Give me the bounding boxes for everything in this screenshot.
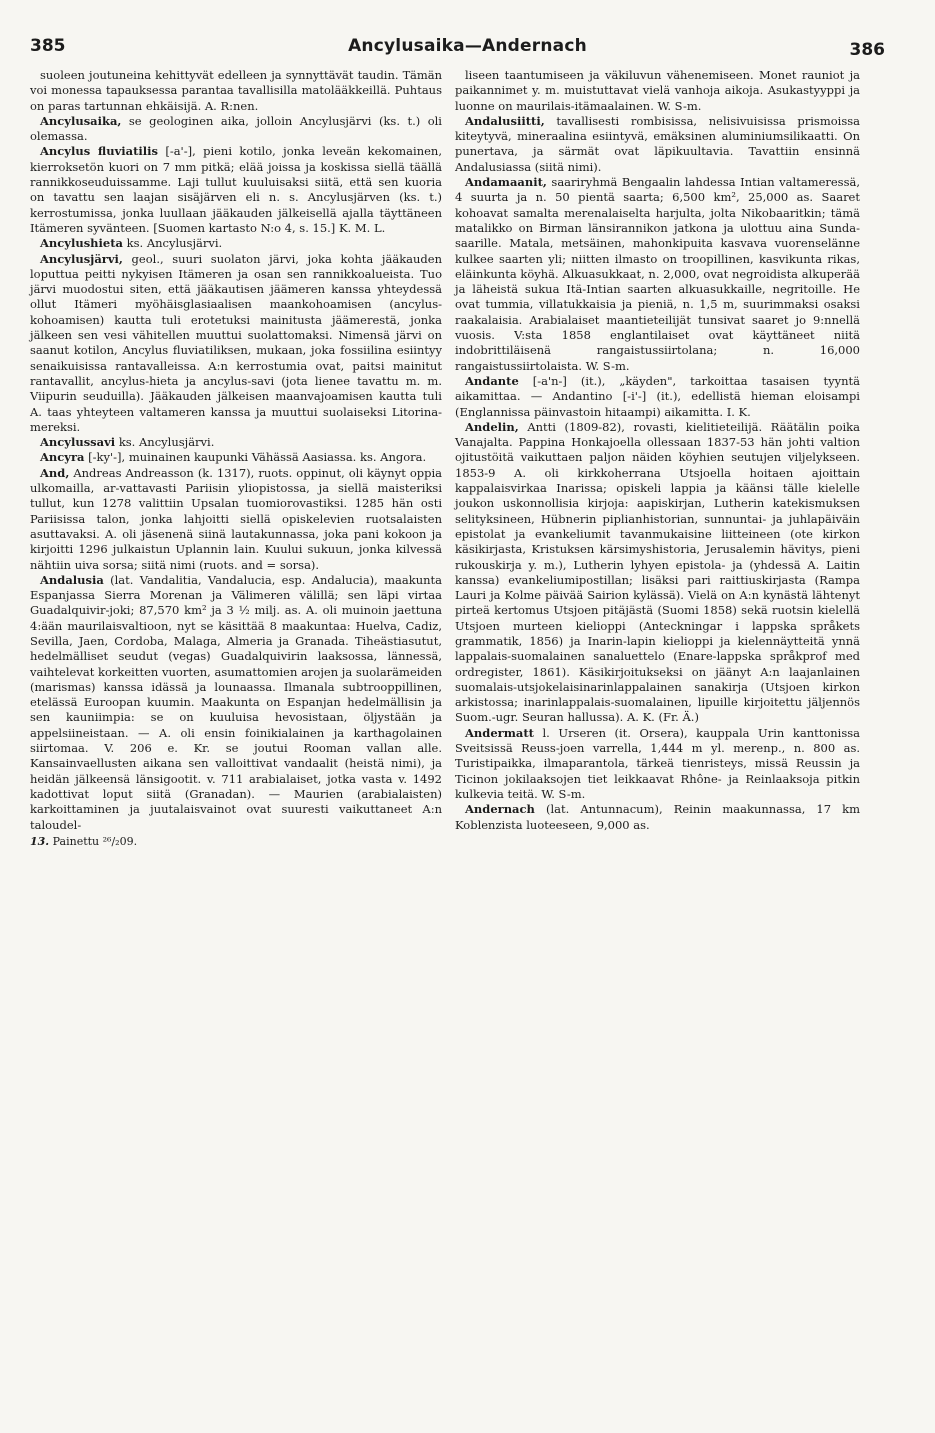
page-number-left: 385: [30, 36, 66, 56]
entry-headword: Ancylussavi: [40, 435, 116, 450]
left-column: [30, 68, 442, 849]
entry: [30, 68, 442, 114]
entry-text: geol., suuri suolaton järvi, joka kohta jääkauden loputtua peitti nykyisen Itämeren ja osan sen rannikkoalueista. Tuo järvi muodostui siten, että jääkautisen jäämeren kanssa yhteydessä ollut Itämeri myöhäisglasiaalisen maankohoamisen (ancylus-kohoamisen) kautta tuli erotetuksi mainitusta jäämerestä, jonka jälkeen sen vesi vähitellen muuttui suolattomaksi. Nimensä järvi on saanut kotilon, Ancylus fluviatiliksen, mukaan, joka fossiilina esiintyy senaikuisissa rantavalleissa. A:n kerrostumia ovat, paitsi mainitut rantavallit, ancylus-hieta ja ancylus-savi (jota lienee tavattu m. m. Viipurin seuduilla). Jääkauden jälkeisen maanvajoamisen kautta tuli A. taas yhteyteen valtameren kanssa ja muuttui suolaiseksi Litorina-mereksi.: [30, 251, 442, 434]
entry: [30, 114, 442, 145]
entry-text: l. Urseren (it. Orsera), kauppala Urin kanttonissa Sveitsissä Reuss-joen varrella, 1,444 m yl. merenp., n. 800 as. Turistipaikka, ilmaparantola, tärkeä tienristeys, missä Reussin ja Ticinon jokilaaksojen tiet leikkaavat Rhône- ja Reinlaaksoja pitkin kulkevia teitä. W. S-m.: [455, 725, 861, 801]
entry-text: se geologinen aika, jolloin Ancylusjärvi (ks. t.) oli olemassa.: [30, 113, 442, 144]
entry: [30, 466, 442, 573]
print-date: Painettu ²⁶/₂09.: [52, 834, 138, 848]
entry-text: ks. Ancylusjärvi.: [126, 236, 223, 251]
entry-headword: Ancylusaika,: [40, 113, 122, 128]
signature-mark: 13.: [30, 834, 50, 848]
entry: [30, 252, 442, 436]
entry-headword: Ancylushieta: [40, 236, 123, 251]
entry: [30, 450, 442, 465]
entry: [455, 374, 860, 420]
entry-text: liseen taantumiseen ja väkiluvun vähenemiseen. Monet rauniot ja paikannimet y. m. muistuttavat vielä vanhoja aikoja. Asukastyyppi ja luonne on maurilais-itämaalainen. W. S-m.: [455, 68, 860, 113]
entry-text: Andreas Andreasson (k. 1317), ruots. oppinut, oli käynyt oppia ulkomailla, ar-vattavasti Pariisin yliopistossa, ja siellä maisteriksi tullut, kun 1278 valittiin Upsalan tuomiorovastiksi. 1285 hän osti Pariisissa talon, jonka lahjoitti siellä opiskelevien ruotsalaisten asuttavaksi. A. oli jäsenenä siinä lautakunnassa, joka pani kokoon ja kirjoitti 1296 julkaistun Uplannin lain. Kuului sukuun, jonka kilvessä nähtiin uiva sorsa; siitä nimi (ruots. and = sorsa).: [30, 465, 443, 572]
entry-headword: Ancyra: [40, 450, 85, 465]
entry-text: [-a'-], pieni kotilo, jonka leveän kekomainen, kierroksetön kuori on 7 mm pitkä; elää joissa ja koskissa siellä täällä rannikkoseuduissamme. Laji tullut kuuluisaksi siitä, että sen kuoria on tavattu sen laajan sisäjärven eli n. s. Ancylusjärven (ks. t.) kerrostumissa, jonka luullaan jääkauden jälkeisellä ajalla täyttäneen Itämeren syvänteen. [Suomen kartasto N:o 4, s. 15.] K. M. L.: [30, 144, 442, 235]
entry-text: [-a'n-] (it.), „käyden", tarkoittaa tasaisen tyyntä aikamittaa. — Andantino [-i'-] (it.), edellistä hieman eloisampi (Englannissa päinvastoin hitaampi) aikamitta. I. K.: [455, 373, 861, 419]
entry-headword: And,: [40, 465, 70, 480]
entry: [30, 236, 442, 251]
entry-text: suoleen joutuneina kehittyvät edelleen ja synnyttävät taudin. Tämän voi monessa tapauksessa parantaa tavallisilla matolääkkeillä. Puhtaus on paras tartunnan ehkäisijä. A. R:nen.: [30, 68, 442, 113]
entry-headword: Ancylus fluviatilis: [40, 144, 158, 159]
entry-text: (lat. Antunnacum), Reinin maakunnassa, 17 km Koblenzista luoteeseen, 9,000 as.: [455, 802, 861, 832]
entry: [455, 175, 860, 374]
entry: [455, 802, 860, 833]
entry-text: saariryhmä Bengaalin lahdessa Intian valtameressä, 4 suurta ja n. 50 pientä saarta; 6,500 km², 25,000 as. Saaret kohoavat samalta merenalaiselta harjulta, jolta Nikobaaritkin; tämä matalikko on Birman länsirannikon jatkona ja ulottuu aina Sunda-saarille. Matala, metsäinen, mahonkipuita kasvava vuorenselänne kulkee saarten yli; niitten ilmasto on troopillinen, kasvikunta rikas, eläinkunta köyhä. Alkuasukkaat, n. 2,000, ovat negroidista alkuperää ja läheistä sukua Itä-Intian saarten alkuasukkaille, negritoille. He ovat tummia, villatukkaisia ja pieniä, n. 1,5 m, suurimmaksi osaksi raakalaisia. Arabialaiset maantieteilijät tunsivat saaret jo 9:nnellä vuosis. V:sta 1858 englantilaiset ovat käyttäneet niitä indobrittiläisenä rangaistussiirtolana; n. 16,000 rangaistussiirtolaista. W. S-m.: [455, 175, 860, 373]
printer-footer: [30, 834, 442, 849]
entry-text: Antti (1809-82), rovasti, kielitieteilijä. Räätälin poika Vanajalta. Pappina Honkajoella ollessaan 1837-53 hän johti valtion ojitustöitä vaikuttaen paljon näiden köyhien seutujen viljelykseen. 1853-9 A. oli kirkkoherrana Utsjoella hoitaen ajoittain kappalaisvirkaa Inarissa; opiskeli lappia ja käänsi tälle kielelle joukon uskonnollisia kirjoja: aapiskirjan, Lutherin katekismuksen selityksineen, Hübnerin piplianhistorian, sunnuntai- ja juhlapäiväin epistolat ja evankeliumit tavanmukaisine liitteineen (ote kirkon käsikirjasta, Kristuksen kärsimyshistoria, Jerusalemin hävitys, pieni rukouskirja y. m.), Lutherin lyhyen epistola- ja (yhdessä A. Laitin kanssa) evankeliumipostillan; lisäksi pari raittiuskirjasta (Rampa Lauri ja Kolme päivää Sairion kylässä). Vielä on A:n kynästä lähtenyt pirteä kertomus Utsjoen pitäjästä (Suomi 1858) sekä ruotsin kielellä Utsjoen murteen kielioppi (Anteckningar i lappska språkets grammatik, 1856) ja Inarin-lapin kielioppi ja kielennäytteitä ynnä lappalais-suomalainen sanaluettelo (Enare-lappska språkprof med ordregister, 1861). Käsikirjoitukseksi on jäänyt A:n laajanlainen suomalais-utsjokelaisinarinlappalainen sanakirja (Utsjoen kirkon arkistossa; inarinlappalais-suomalainen, lipuille kirjoitettu jäljennös Suom.-ugr. Seuran hallussa). A. K. (Fr. Ä.): [455, 419, 860, 725]
entry-headword: Andelin,: [465, 419, 519, 434]
entry: [455, 68, 860, 114]
entry-text: (lat. Vandalitia, Vandalucia, esp. Andalucia), maakunta Espanjassa Sierra Morenan ja Välimeren välillä; sen läpi virtaa Guadalquivir-joki; 87,570 km² ja 3 ½ milj. as. A. oli muinoin jaettuna 4:ään maurilaisvaltioon, nyt se käsittää 8 maakuntaa: Huelva, Cadiz, Sevilla, Jaen, Cordoba, Malaga, Almeria ja Granada. Tiheästiasutut, hedelmälliset seudut (vegas) Guadalquivirin laaksossa, lännessä, vaihtelevat korkeitten vuorten, asumattomien arojen ja suolarämeiden (marismas) kanssa idässä ja lounaassa. Ilmanala subtrooppillinen, etelässä Euroopan kuumin. Maakunta on Espanjan hedelmällisin ja sen kauniimpia: se on kuuluisa hevosistaan, öljystään ja appelsiineistaan. — A. oli ensin foinikialainen ja karthagolainen siirtomaa. V. 206 e. Kr. se joutui Rooman vallan alle. Kansainvaellusten aikana sen valloittivat vandaalit (heistä nimi), ja heidän jälkeensä länsigootit. v. 711 arabialaiset, jotka vasta v. 1492 kadottivat loput siitä (Granadan). — Maurien (arabialaisten) karkoittaminen ja juutalaisvainot ovat suuresti vaikuttaneet A:n taloudel-: [30, 572, 443, 832]
entry: [455, 420, 860, 726]
right-column: [455, 68, 860, 833]
entry-text: [-ky'-], muinainen kaupunki Vähässä Aasiassa. ks. Angora.: [88, 450, 427, 465]
entry-text: tavallisesti rombisissa, nelisivuisissa prismoissa kiteytyvä, mineraalina esiintyvä, emäksinen aluminiumsilikaatti. On punertava, ja särmät ovat läpikuultavia. Tavattiin ensinnä Andalusiassa (siitä nimi).: [455, 113, 860, 174]
entry-headword: Ancylusjärvi,: [40, 251, 123, 266]
entry: [30, 435, 442, 450]
entry-headword: Andalusiitti,: [465, 113, 545, 128]
page-number-right: 386: [849, 40, 885, 60]
entry-headword: Andermatt: [465, 725, 534, 740]
entry: [455, 726, 860, 802]
entry: [455, 114, 860, 175]
entry-headword: Andamaanit,: [465, 175, 547, 190]
entry-headword: Andernach: [465, 802, 535, 817]
entry-headword: Andalusia: [40, 572, 104, 587]
running-title: Ancylusaika—Andernach: [348, 36, 587, 56]
entry: [30, 144, 442, 236]
entry-text: ks. Ancylusjärvi.: [118, 435, 215, 450]
page-header: [0, 30, 935, 70]
entry-headword: Andante: [465, 373, 519, 388]
entry: [30, 573, 442, 833]
